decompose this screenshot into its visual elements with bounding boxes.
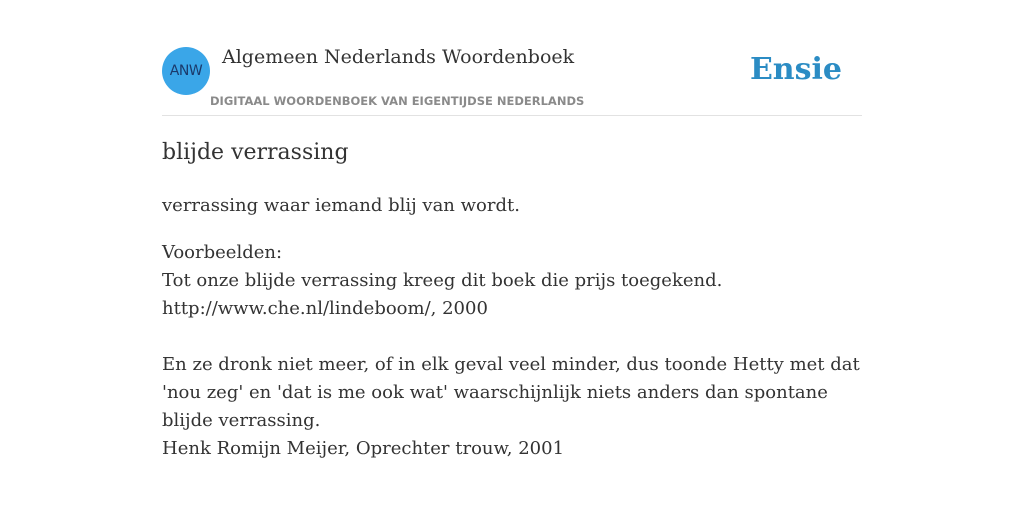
examples-label: Voorbeelden: [162, 242, 283, 263]
site-subtitle: DIGITAAL WOORDENBOEK VAN EIGENTIJDSE NEDERLANDS [210, 94, 585, 108]
examples-section [162, 239, 862, 463]
ensie-brand-logo[interactable]: Ensie [749, 52, 842, 87]
anw-logo[interactable] [162, 47, 210, 95]
entry-headword: blijde verrassing [162, 140, 349, 165]
example-source: Henk Romijn Meijer, Oprechter trouw, 2001 [162, 438, 565, 459]
entry-definition: verrassing waar iemand blij van wordt. [162, 195, 520, 216]
example-spacer [162, 323, 862, 351]
site-header [162, 0, 862, 116]
site-title[interactable]: Algemeen Nederlands Woordenboek [222, 46, 575, 68]
example-source: http://www.che.nl/lindeboom/, 2000 [162, 298, 488, 319]
example-text: En ze dronk niet meer, of in elk geval veel minder, dus toonde Hetty met dat 'nou zeg' en 'dat is me ook wat' waarschijnlijk niets anders dan spontane blijde verrassing. [162, 354, 860, 431]
logo-text: ANW [169, 63, 203, 79]
example-text: Tot onze blijde verrassing kreeg dit boek die prijs toegekend. [162, 270, 723, 291]
